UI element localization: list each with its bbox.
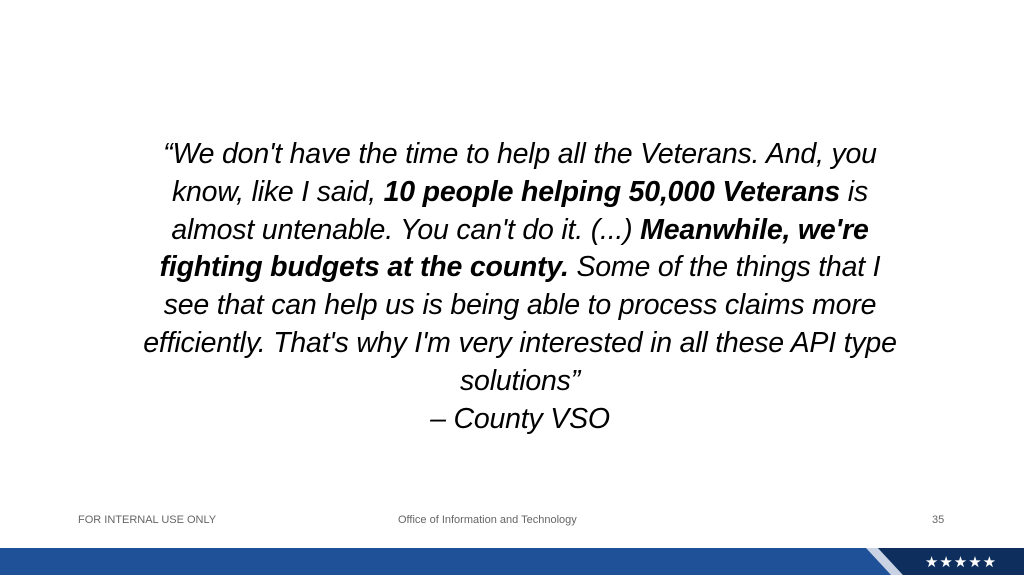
open-quote-mark: “ [163,138,173,170]
quote-attribution: – County VSO [430,402,610,435]
page-number: 35 [932,514,945,526]
quote-segment-2: is almost untenable. You can't do it. (...) [171,175,868,246]
quote-segment-3: Some of the things that I see that can help us is being able to process claims more efficiently. That's why I'm very interested in all these API type solutions [143,251,897,397]
footer-office: Office of Information and Technology [398,514,577,526]
quote-emphasis-2: Meanwhile, we're fighting budgets at the county. [159,213,869,284]
quote-emphasis-1: 10 people helping 50,000 Veterans [383,175,841,208]
five-stars-icon: ★★★★★ [924,553,998,571]
close-quote-mark: ” [570,364,580,397]
footer-classification: FOR INTERNAL USE ONLY [78,514,217,526]
footer-band [0,548,1024,575]
quote-segment-1: We don't have the time to help all the Veterans. And, you know, like I said, [171,138,877,208]
quote-text [140,136,900,438]
